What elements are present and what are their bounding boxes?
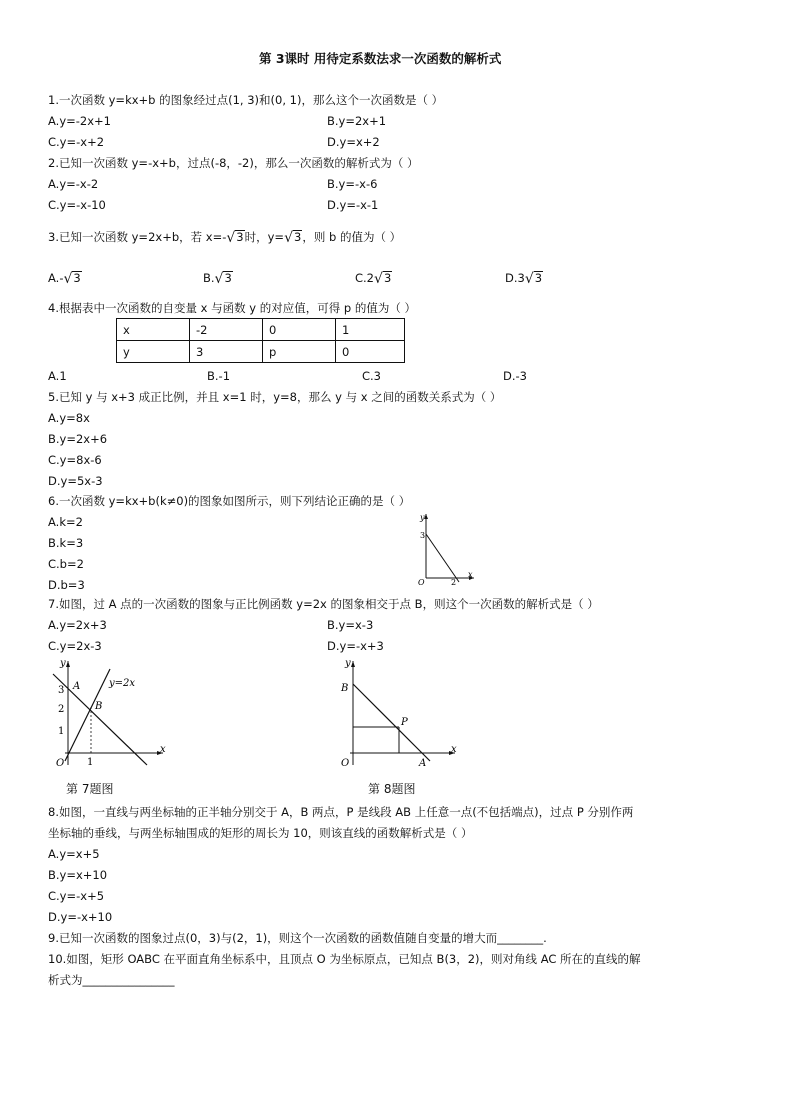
point-p-label: P	[401, 717, 408, 728]
q5-stem: 5.已知 y 与 x+3 成正比例，并且 x=1 时，y=8，那么 y 与 x 之间的函数关系式为（ ）	[48, 390, 502, 404]
y-axis-arrow	[66, 661, 70, 667]
y-axis-arrow	[351, 661, 355, 667]
y-tick-3: 3	[58, 685, 65, 696]
q1-option-a: A.y=-2x+1	[48, 114, 111, 128]
y-axis-label: y	[60, 658, 66, 669]
sqrt-3: √3	[214, 271, 232, 287]
q6-stem: 6.一次函数 y=kx+b(k≠0)的图象如图所示，则下列结论正确的是（ ）	[48, 494, 411, 508]
q7-stem: 7.如图，过 A 点的一次函数的图象与正比例函数 y=2x 的图象相交于点 B，则这个一次函数的解析式是（ ）	[48, 597, 599, 611]
q1-option-b: B.y=2x+1	[327, 114, 387, 128]
q1-stem: 1.一次函数 y=kx+b 的图象经过点(1, 3)和(0, 1)，那么这个一次函数是（ ）	[48, 93, 444, 107]
q5-option-d: D.y=5x-3	[48, 474, 103, 488]
y-intercept-label: 3	[420, 531, 426, 540]
table-cell: 0	[336, 341, 405, 363]
x-tick-1: 1	[87, 757, 94, 768]
y-axis-arrow	[424, 514, 428, 519]
q7-figure-caption: 第 7题图	[66, 782, 114, 796]
y-axis-label: y	[420, 513, 425, 522]
point-b-label: B	[95, 701, 103, 712]
y-tick-2: 2	[58, 704, 65, 715]
table-row	[117, 319, 405, 341]
line-y-2x	[65, 669, 110, 761]
q3-stem-part-1: 3.已知一次函数 y=2x+b，若 x=-	[48, 230, 227, 244]
q3-stem-part-3: ，则 b 的值为（ ）	[302, 230, 402, 244]
q4-stem: 4.根据表中一次函数的自变量 x 与函数 y 的对应值，可得 p 的值为（ ）	[48, 301, 416, 315]
y-axis-label: y	[345, 658, 351, 669]
q4-option-d: D.-3	[503, 369, 527, 383]
table-cell: 1	[336, 319, 405, 341]
q7-option-c: C.y=2x-3	[48, 639, 102, 653]
point-b-label: B	[341, 683, 349, 694]
q1-option-d: D.y=x+2	[327, 135, 380, 149]
origin-label: O	[56, 758, 65, 769]
table-cell: y	[117, 341, 190, 363]
q6-option-c: C.b=2	[48, 557, 84, 571]
point-a-label: A	[419, 758, 427, 769]
q3-option-c: C.2√3	[355, 271, 392, 287]
value-table	[116, 318, 405, 363]
q2-option-b: B.y=-x-6	[327, 177, 378, 191]
sqrt-3: √3	[284, 230, 302, 246]
sqrt-3: √3	[226, 230, 244, 246]
table-cell: x	[117, 319, 190, 341]
q3-option-a: A.-√3	[48, 271, 81, 287]
q3-option-d: D.3√3	[505, 271, 543, 287]
table-cell: p	[263, 341, 336, 363]
q7-option-b: B.y=x-3	[327, 618, 374, 632]
q8-option-d: D.y=-x+10	[48, 910, 113, 924]
x-intercept-label: 2	[451, 578, 457, 586]
table-row	[117, 341, 405, 363]
page-title: 第 3课时 用待定系数法求一次函数的解析式	[259, 51, 502, 66]
q2-stem: 2.已知一次函数 y=-x+b，过点(-8，-2)，那么一次函数的解析式为（ ）	[48, 156, 419, 170]
origin-label: O	[418, 578, 425, 586]
q6-option-a: A.k=2	[48, 515, 83, 529]
q5-option-b: B.y=2x+6	[48, 432, 108, 446]
q8-option-c: C.y=-x+5	[48, 889, 105, 903]
point-a-label: A	[73, 681, 81, 692]
q4-option-b: B.-1	[207, 369, 231, 383]
q7-option-d: D.y=-x+3	[327, 639, 384, 653]
x-axis-label: x	[160, 744, 166, 755]
table-cell: 3	[190, 341, 263, 363]
q1-option-c: C.y=-x+2	[48, 135, 105, 149]
q10-stem-line-2: 析式为________________	[48, 973, 175, 987]
line-ab	[353, 684, 430, 761]
q2-option-a: A.y=-x-2	[48, 177, 99, 191]
line-label: y=2x	[109, 678, 136, 689]
q5-option-c: C.y=8x-6	[48, 453, 102, 467]
sqrt-3: √3	[524, 271, 543, 287]
origin-label: O	[341, 758, 350, 769]
y-tick-1: 1	[58, 726, 65, 737]
q2-option-d: D.y=-x-1	[327, 198, 379, 212]
q8-option-b: B.y=x+10	[48, 868, 108, 882]
q7-option-a: A.y=2x+3	[48, 618, 107, 632]
q3-stem-part-2: 时，y=	[244, 230, 285, 244]
sqrt-3: √3	[374, 271, 392, 287]
function-line	[426, 534, 459, 582]
q7-figure	[45, 657, 180, 780]
q2-option-c: C.y=-x-10	[48, 198, 106, 212]
q6-option-b: B.k=3	[48, 536, 84, 550]
q4-option-c: C.3	[362, 369, 382, 383]
table-cell: -2	[190, 319, 263, 341]
table-cell: 0	[263, 319, 336, 341]
q4-option-a: A.1	[48, 369, 67, 383]
q10-stem-line-1: 10.如图，矩形 OABC 在平面直角坐标系中，且顶点 O 为坐标原点，已知点 B(3，2)，则对角线 AC 所在的直线的解	[48, 952, 641, 966]
x-axis-label: x	[451, 744, 457, 755]
q5-option-a: A.y=8x	[48, 411, 90, 425]
q8-option-a: A.y=x+5	[48, 847, 100, 861]
q8-stem-line-1: 8.如图，一直线与两坐标轴的正半轴分别交于 A，B 两点，P 是线段 AB 上任意一点(不包括端点)，过点 P 分别作两	[48, 805, 634, 819]
q3-option-b: B.√3	[203, 271, 232, 287]
x-axis-label: x	[468, 570, 473, 579]
q8-stem-line-2: 坐标轴的垂线，与两坐标轴围成的矩形的周长为 10，则该直线的函数解析式是（ ）	[48, 826, 473, 840]
q3-stem	[48, 230, 401, 245]
q8-figure-caption: 第 8题图	[368, 782, 416, 796]
q9-stem: 9.已知一次函数的图象过点(0，3)与(2，1)，则这个一次函数的函数值随自变量的增大而________.	[48, 931, 547, 945]
q6-option-d: D.b=3	[48, 578, 85, 592]
q8-figure	[330, 657, 465, 780]
sqrt-3: √3	[63, 271, 81, 287]
q6-figure	[414, 510, 478, 589]
